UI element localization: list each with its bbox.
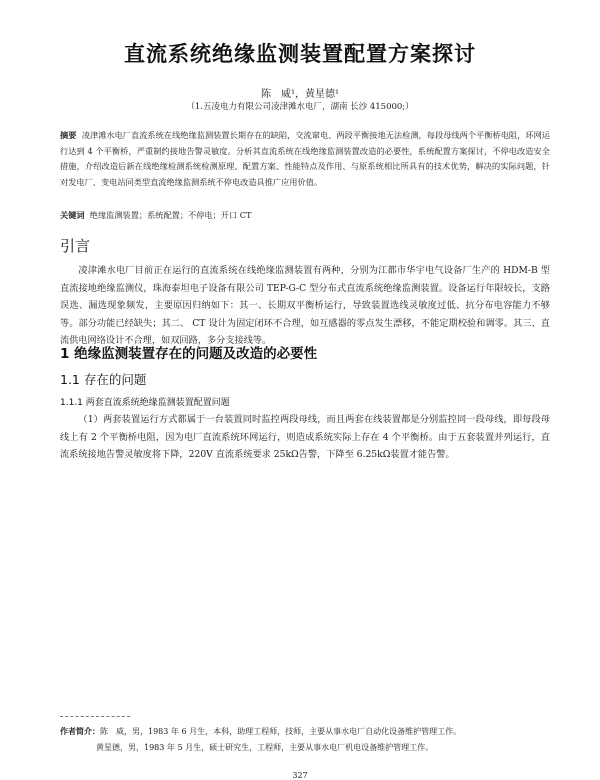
section-1-1-1-paragraph: （1）两套装置运行方式都属于一台装置同时监控两段母线，而且两套在线装置都是分别监控同一段母线，即每段母线上有 2 个平衡桥电阻，因为电厂直流系统环网运行，则造成系统实际上存在 4 个平衡桥。由于五套装置并列运行，直流系统接地告警灵敏度将下降，220V 直流系统要求 25kΩ告警，下降至 6.25kΩ装置才能告警。 (60, 414, 550, 461)
author-note-1 (60, 726, 560, 737)
abstract-text: 凌津滩水电厂直流系统在线绝缘监测装置长期存在的缺陷，交流窜电、两段平衡接地无法检测，每段母线两个平衡桥电阻，环网运行达到 4 个平衡桥，严重制约接地告警灵敏度。分析其直流系统在线绝缘监测装置改造的必要性，系统配置方案探讨，不停电改造安全措施，介绍改造后新在线绝缘检测系统检测原理、配置方案、性能特点及作用、与原系统相比所具有的技术优势，解决的实际问题，针对发电厂、变电站同类型直流绝缘监测系统不停电改造具推广应用价值。 (60, 130, 550, 187)
author-note-label: 作者简介： (60, 727, 100, 736)
keywords (60, 210, 550, 221)
footnote-divider (60, 716, 130, 717)
abstract (60, 128, 550, 190)
keywords-label: 关键词 (60, 210, 85, 220)
author-note-2: 黄星德，男，1983 年 5 月生，硕士研究生，工程师，主要从事水电厂机电设备维护管理工作。 (96, 743, 434, 752)
abstract-label: 摘要 (60, 130, 77, 140)
keywords-text: 绝缘监测装置；系统配置；不停电；开口 CT (89, 210, 252, 220)
author-line: 陈 威¹，黄星德¹ (260, 89, 340, 100)
paper-title: 直流系统绝缘监测装置配置方案探讨 (124, 42, 476, 66)
affiliation: （1.五凌电力有限公司凌津滩水电厂，湖南 长沙 415000;） (186, 102, 414, 112)
section-1-1-1-heading: 1.1.1 两套直流系统绝缘监测装置配置问题 (60, 398, 230, 408)
page-number: 327 (292, 771, 308, 780)
author-note-1-text: 陈 威，男，1983 年 6 月生，本科，助理工程师，技师，主要从事水电厂自动化设备维护管理工作。 (100, 727, 462, 736)
section-1-1-heading: 1.1 存在的问题 (60, 372, 147, 387)
intro-paragraph: 凌津滩水电厂目前正在运行的直流系统在线绝缘监测装置有两种，分别为江都市华宇电气设备厂生产的 HDM-B 型直流接地绝缘监测仪，珠海泰坦电子设备有限公司 TEP-G-C 型分布式直流系统绝缘监测装置。设备运行年限较长，支路误选、漏选现象频发，主要原因归纳如下：其一、长期双平衡桥运行，导致装置选线灵敏度过低、抗分布电容能力不够等。部分功能已经缺失；其二、 CT 设计为固定闭环不合理，如互感器的零点发生漂移，不能定期校验和调零。其三、直流供电网络设计不合理，如双回路，多分支接线等。 (60, 265, 550, 347)
section-1-heading: 1 绝缘监测装置存在的问题及改造的必要性 (60, 346, 318, 362)
intro-heading: 引言 (60, 237, 91, 255)
